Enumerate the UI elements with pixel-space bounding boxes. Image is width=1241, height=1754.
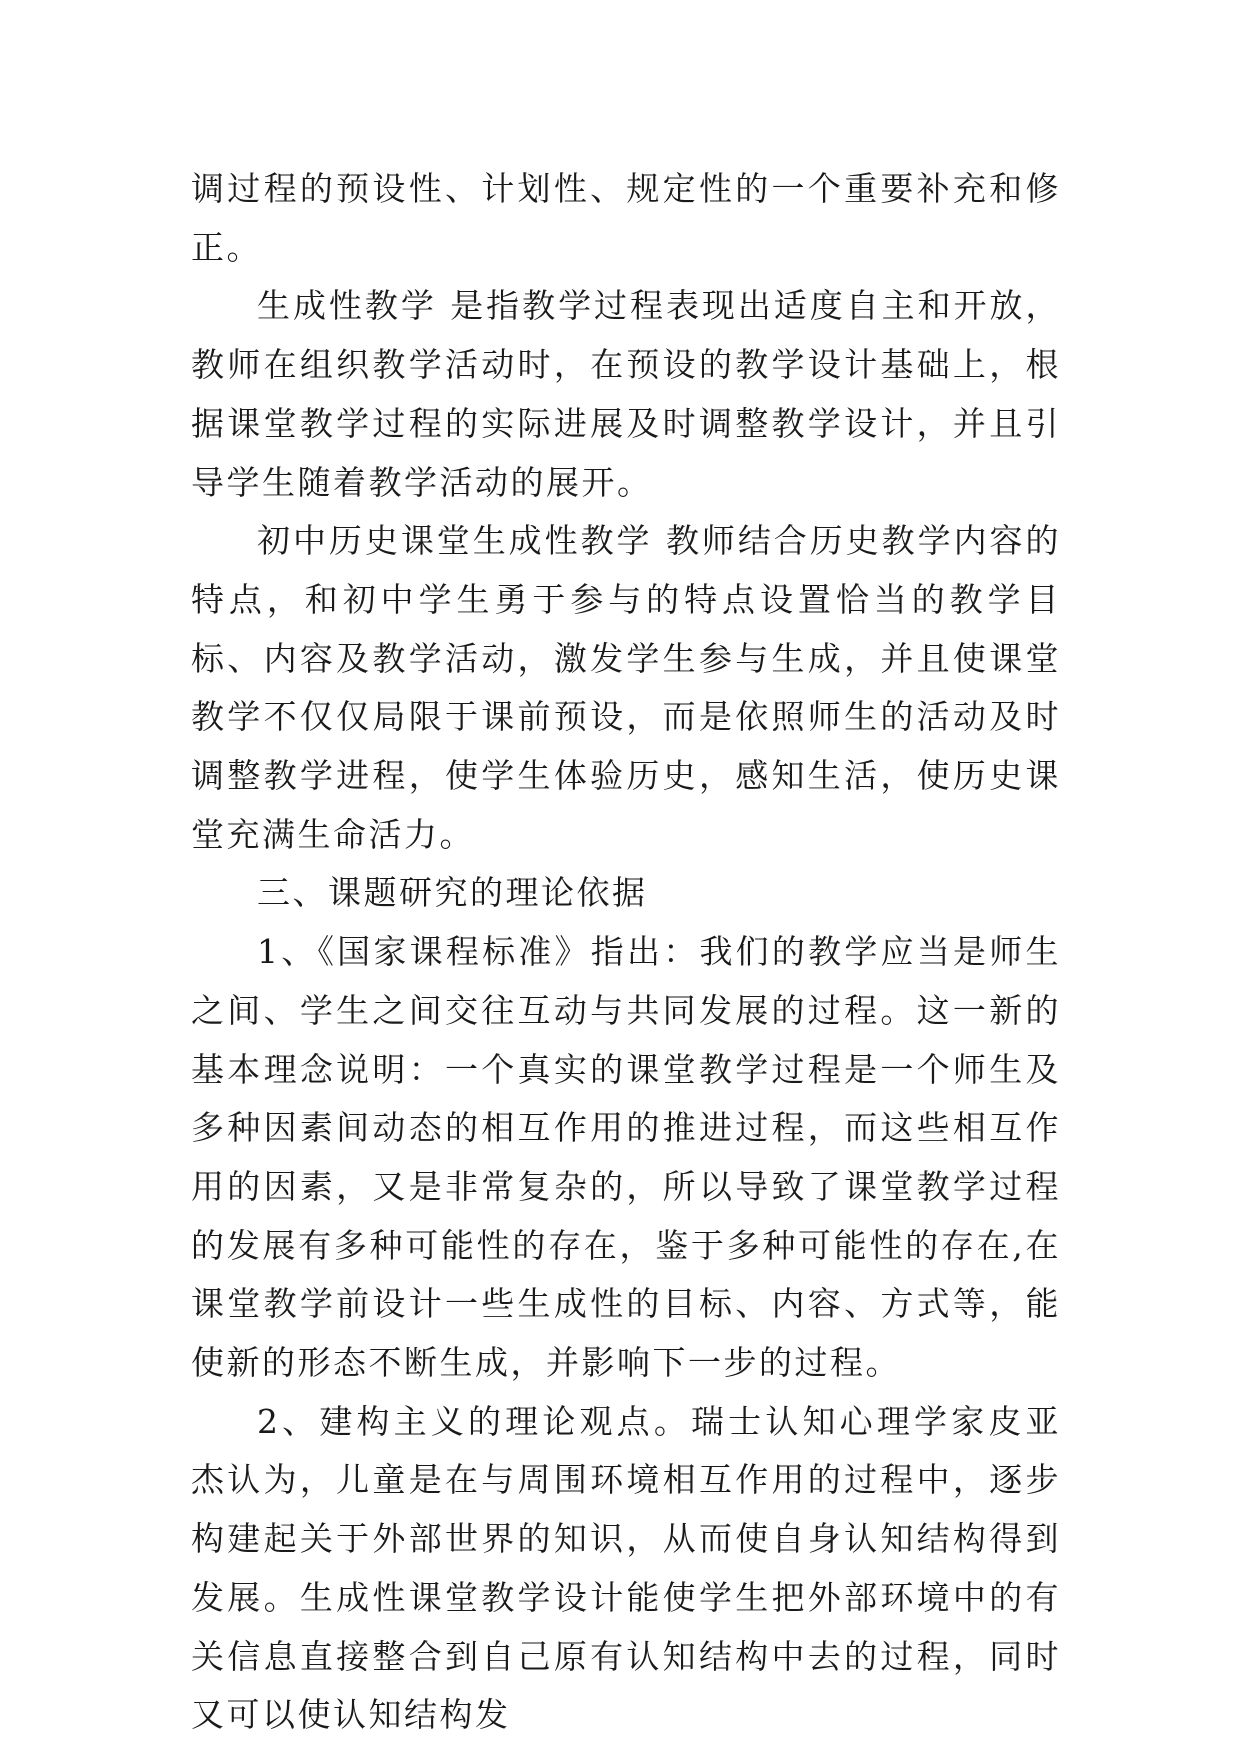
paragraph-continuation: 调过程的预设性、计划性、规定性的一个重要补充和修正。 <box>191 169 1061 267</box>
paragraph-generative-teaching-definition: 生成性教学 是指教学过程表现出适度自主和开放，教师在组织教学活动时，在预设的教学设计基础上，根据课堂教学过程的实际进展及时调整教学设计，并且引导学生随着教学活动的展开。 <box>191 286 1061 502</box>
paragraph-constructivism: 2、建构主义的理论观点。瑞士认知心理学家皮亚杰认为，儿童是在与周围环境相互作用的过程中，逐步构建起关于外部世界的知识，从而使自身认知结构得到发展。生成性课堂教学设计能使学生把外部环境中的有关信息直接整合到自己原有认知结构中去的过程，同时又可以使认知结构发 <box>191 1401 1061 1735</box>
section-heading-theoretical-basis: 三、课题研究的理论依据 <box>257 873 648 913</box>
paragraph-national-curriculum-standard: 1、《国家课程标准》指出：我们的教学应当是师生之间、学生之间交往互动与共同发展的过程。这一新的基本理念说明：一个真实的课堂教学过程是一个师生及多种因素间动态的相互作用的推进过程，而这些相互作用的因素，又是非常复杂的，所以导致了课堂教学过程的发展有多种可能性的存在，鉴于多种可能性的存在,在课堂教学前设计一些生成性的目标、内容、方式等，能使新的形态不断生成，并影响下一步的过程。 <box>191 932 1061 1383</box>
paragraph-history-generative-teaching: 初中历史课堂生成性教学 教师结合历史教学内容的特点，和初中学生勇于参与的特点设置恰当的教学目标、内容及教学活动，激发学生参与生成，并且使课堂教学不仅仅局限于课前预设，而是依照师生的活动及时调整教学进程，使学生体验历史，感知生活，使历史课堂充满生命活力。 <box>191 521 1061 854</box>
body-text <box>191 160 1061 1745</box>
